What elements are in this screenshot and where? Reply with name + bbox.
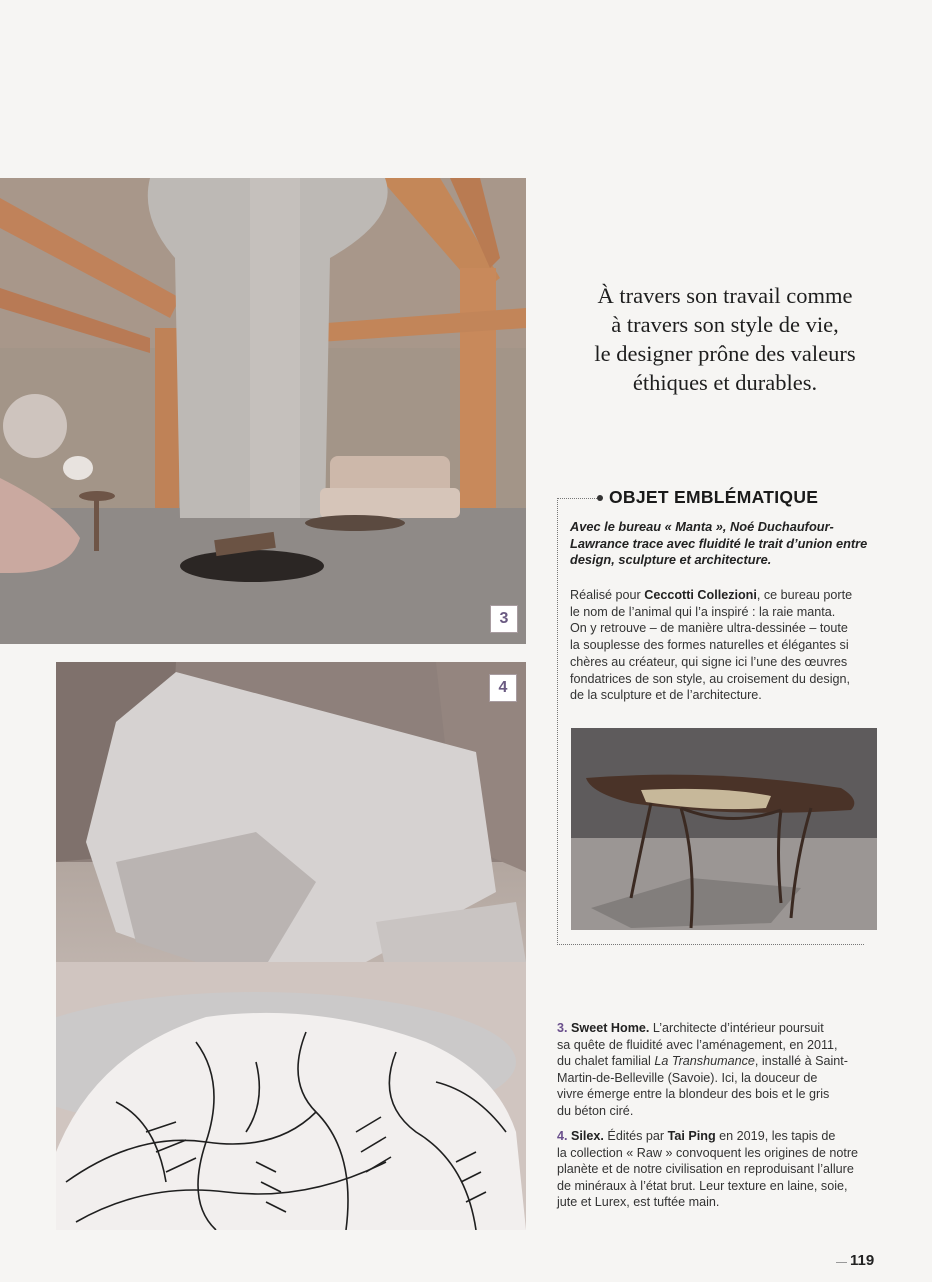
- body-text: , ce bureau porte: [756, 588, 853, 602]
- body-line: de la sculpture et de l’architecture.: [570, 688, 762, 703]
- sidebar-box-body: [570, 587, 870, 704]
- caption-title: Silex.: [571, 1129, 604, 1143]
- page-number: 119: [850, 1252, 875, 1269]
- pull-quote-line: le designer prône des valeurs: [594, 341, 856, 366]
- caption-line: de minéraux à l’état brut. Leur texture en laine, soie,: [557, 1178, 848, 1193]
- caption-line: jute et Lurex, est tuftée main.: [557, 1195, 720, 1210]
- pull-quote: [560, 281, 890, 397]
- caption-text: du chalet familial: [557, 1054, 655, 1069]
- folio-dash: [836, 1262, 847, 1263]
- sidebar-box-lede: [570, 519, 870, 569]
- lede-line: design, sculpture et architecture.: [570, 552, 772, 567]
- caption-line: [557, 1020, 877, 1037]
- caption-text: en 2019, les tapis de: [715, 1129, 836, 1143]
- quarry-rug-photo: [56, 662, 526, 1230]
- body-line: fondatrices de son style, au croisement du design,: [570, 671, 851, 686]
- pull-quote-line: à travers son style de vie,: [611, 312, 839, 337]
- photo-number-4: 4: [489, 674, 517, 702]
- chalet-interior-photo: [0, 178, 526, 644]
- caption-line: [557, 1128, 877, 1145]
- caption-photo-4: [557, 1128, 877, 1211]
- brand-name: Ceccotti Collezioni: [644, 588, 757, 602]
- caption-line: la collection « Raw » convoquent les origines de notre: [557, 1145, 859, 1160]
- caption-text: , installé à Saint-: [754, 1054, 848, 1069]
- body-line: [570, 587, 870, 604]
- sidebar-box-top-rule: [557, 498, 597, 499]
- body-text: Réalisé pour: [570, 588, 645, 602]
- body-line: la souplesse des formes naturelles et élégantes si: [570, 638, 849, 653]
- caption-text: Édités par: [603, 1129, 668, 1143]
- caption-number: 4.: [557, 1129, 568, 1143]
- bullet-dot-icon: [597, 495, 603, 501]
- body-line: chères au créateur, qui signe ici l’une des œuvres: [570, 654, 848, 669]
- caption-line: sa quête de fluidité avec l’aménagement, en 2011,: [557, 1037, 838, 1052]
- chalet-name: La Transhumance: [654, 1054, 755, 1069]
- body-line: le nom de l’animal qui l’a inspiré : la raie manta.: [570, 604, 836, 619]
- caption-text: L’architecte d’intérieur poursuit: [649, 1021, 824, 1035]
- caption-number: 3.: [557, 1021, 568, 1035]
- caption-line: [557, 1053, 877, 1070]
- caption-line: Martin-de-Belleville (Savoie). Ici, la douceur de: [557, 1070, 818, 1085]
- brand-name: Tai Ping: [667, 1129, 716, 1143]
- caption-line: vivre émerge entre la blondeur des bois et le gris: [557, 1087, 830, 1102]
- body-line: On y retrouve – de manière ultra-dessinée – toute: [570, 621, 848, 636]
- caption-photo-3: [557, 1020, 877, 1120]
- pull-quote-line: éthiques et durables.: [632, 370, 818, 395]
- lede-line: Avec le bureau « Manta », Noé Duchaufour-: [570, 519, 834, 534]
- caption-line: du béton ciré.: [557, 1103, 634, 1118]
- caption-title: Sweet Home.: [571, 1021, 650, 1035]
- caption-line: planète et de notre civilisation en reproduisant l’allure: [557, 1162, 854, 1177]
- chalet-interior-illustration: [0, 178, 526, 644]
- manta-desk-photo: [571, 728, 877, 930]
- manta-desk-illustration: [571, 728, 877, 930]
- photo-number-3: 3: [490, 605, 518, 633]
- pull-quote-line: À travers son travail comme: [597, 283, 853, 308]
- quarry-rug-illustration: [56, 662, 526, 1230]
- lede-line: Lawrance trace avec fluidité le trait d’union entre: [570, 535, 868, 551]
- sidebar-box-title: OBJET EMBLÉMATIQUE: [609, 487, 819, 507]
